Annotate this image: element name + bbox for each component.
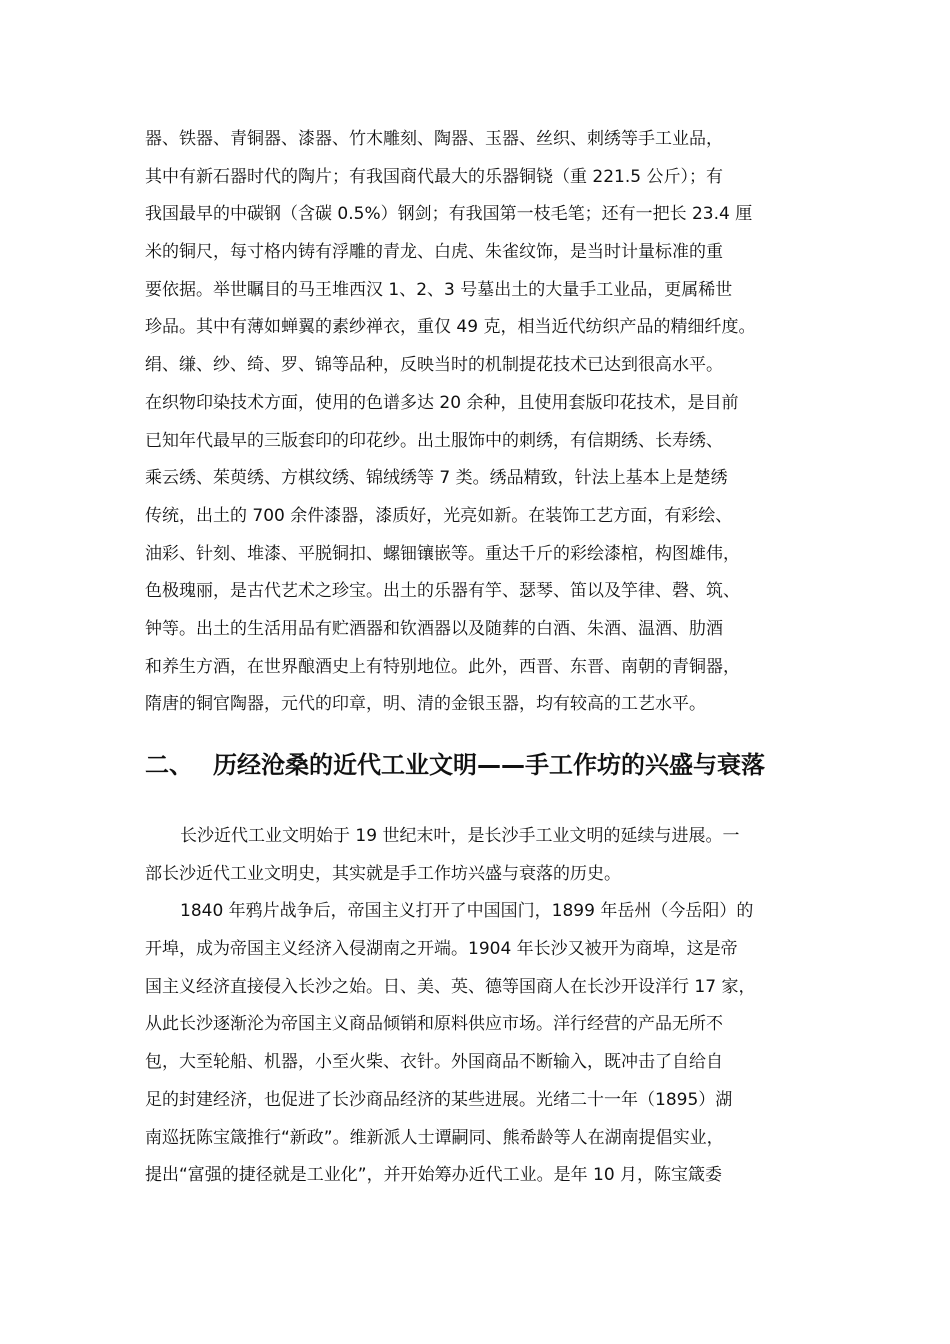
paragraph-opium-war [145, 893, 825, 1195]
text-line: 开埠，成为帝国主义经济入侵湖南之开端。1904 年长沙又被开为商埠，这是帝 [145, 939, 738, 960]
text-line: 已知年代最早的三版套印的印花纱。出土服饰中的刺绣，有信期绣、长寿绣、 [145, 430, 723, 451]
text-line: 长沙近代工业文明始于 19 世纪末叶，是长沙手工业文明的延续与进展。一 [180, 826, 740, 846]
section-title: 历经沧桑的近代工业文明——手工作坊的兴盛与衰落 [213, 751, 765, 779]
text-line: 1840 年鸦片战争后，帝国主义打开了中国国门，1899 年岳州（今岳阳）的 [180, 901, 754, 922]
paragraph-handicraft-artifacts [145, 121, 825, 724]
text-line: 南巡抚陈宝箴推行“新政”。维新派人士谭嗣同、熊希龄等人在湖南提倡实业， [145, 1127, 724, 1148]
text-line: 包，大至轮船、机器，小至火柴、衣针。外国商品不断输入，既冲击了自给自 [145, 1052, 723, 1073]
paragraph-intro [145, 818, 825, 893]
section-number: 二、 [145, 751, 193, 779]
text-line: 其中有新石器时代的陶片；有我国商代最大的乐器铜铙（重 221.5 公斤）；有 [145, 166, 723, 187]
text-line: 油彩、针刻、堆漆、平脱铜扣、螺钿镶嵌等。重达千斤的彩绘漆棺，构图雄伟， [145, 543, 740, 564]
text-line: 从此长沙逐渐沦为帝国主义商品倾销和原料供应市场。洋行经营的产品无所不 [145, 1014, 723, 1035]
text-line: 我国最早的中碳钢（含碳 0.5%）钢剑；有我国第一枝毛笔；还有一把长 23.4 厘 [145, 204, 753, 225]
text-line: 乘云绣、茱萸绣、方棋纹绣、锦绒绣等 7 类。绣品精致，针法上基本上是楚绣 [145, 468, 728, 489]
text-line: 色极瑰丽，是古代艺术之珍宝。出土的乐器有竽、瑟琴、笛以及竽律、磬、筑、 [145, 581, 740, 602]
text-line: 传统，出土的 700 余件漆器，漆质好，光亮如新。在装饰工艺方面，有彩绘、 [145, 505, 733, 526]
text-line: 提出“富强的捷径就是工业化”，并开始筹办近代工业。是年 10 月，陈宝箴委 [145, 1165, 723, 1186]
section-heading [145, 743, 845, 787]
text-line: 要依据。举世瞩目的马王堆西汉 1、2、3 号墓出土的大量手工业品，更属稀世 [145, 279, 733, 300]
text-line: 在织物印染技术方面，使用的色谱多达 20 余种，且使用套版印花技术，是目前 [145, 392, 739, 413]
text-line: 钟等。出土的生活用品有贮酒器和钦酒器以及随葬的白酒、朱酒、温酒、肋酒 [145, 618, 723, 639]
text-line: 珍品。其中有薄如蝉翼的素纱禅衣，重仅 49 克，相当近代纺织产品的精细纤度。 [145, 317, 756, 338]
text-line: 足的封建经济，也促进了长沙商品经济的某些进展。光绪二十一年（1895）湖 [145, 1089, 733, 1110]
text-line: 隋唐的铜官陶器，元代的印章，明、清的金银玉器，均有较高的工艺水平。 [145, 694, 706, 715]
text-line: 米的铜尺，每寸格内铸有浮雕的青龙、白虎、朱雀纹饰，是当时计量标准的重 [145, 242, 723, 263]
text-line: 绢、缣、纱、绮、罗、锦等品种，反映当时的机制提花技术已达到很高水平。 [145, 355, 723, 376]
text-line: 器、铁器、青铜器、漆器、竹木雕刻、陶器、玉器、丝织、刺绣等手工业品， [145, 129, 723, 149]
section-body [145, 818, 825, 1195]
text-line: 国主义经济直接侵入长沙之始。日、美、英、德等国商人在长沙开设洋行 17 家， [145, 976, 756, 997]
text-line: 部长沙近代工业文明史，其实就是手工作坊兴盛与衰落的历史。 [145, 863, 621, 884]
text-line: 和养生方酒，在世界酿酒史上有特别地位。此外，西晋、东晋、南朝的青铜器， [145, 656, 740, 677]
